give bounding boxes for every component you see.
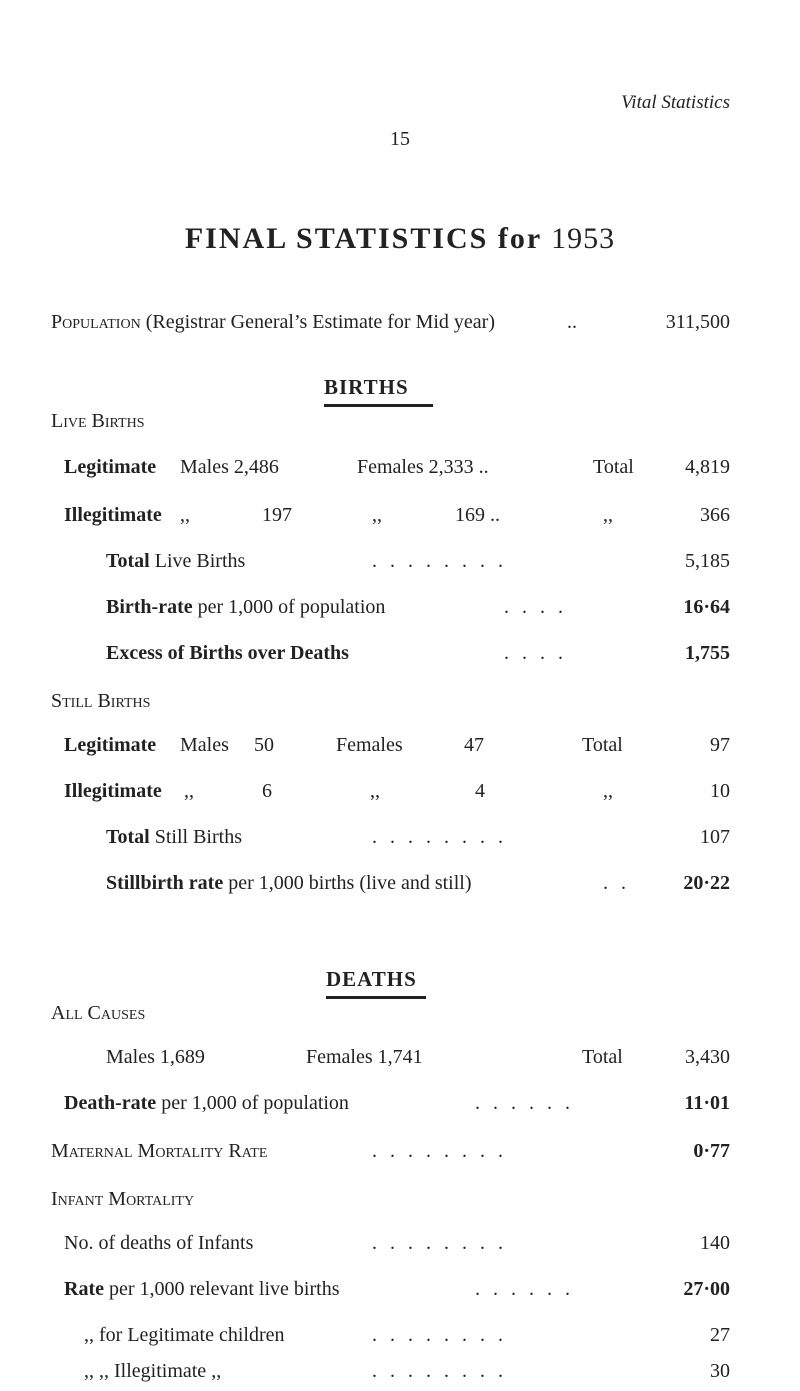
maternal-mortality-dots: . . . . . . . .	[372, 1140, 507, 1162]
still-illegit-label: Illegitimate	[64, 780, 162, 802]
still-illegit-males: 6	[262, 780, 272, 802]
infant-rate-value: 27·00	[683, 1278, 730, 1300]
deaths-total-label: Total	[582, 1046, 623, 1068]
maternal-mortality-value: 0·77	[693, 1140, 730, 1162]
still-legit-label: Legitimate	[64, 734, 157, 756]
stillbirth-rate-label: Stillbirth rate per 1,000 births (live and still)	[106, 872, 472, 894]
infant-illegit-dots: . . . . . . . .	[372, 1360, 507, 1382]
death-rate-value: 11·01	[684, 1092, 730, 1114]
page-number: 15	[390, 128, 410, 150]
still-births-heading: Still Births	[51, 690, 151, 712]
infant-mortality-heading: Infant Mortality	[51, 1188, 195, 1210]
deaths-heading: DEATHS	[326, 967, 417, 991]
still-legit-total: 97	[710, 734, 730, 756]
birth-rate-value: 16·64	[683, 596, 730, 618]
excess-births-dots: . . . .	[504, 642, 567, 664]
legit-females: Females 2,333 ..	[357, 456, 489, 478]
birth-rate-label: Birth-rate per 1,000 of population	[106, 596, 386, 618]
births-heading-rule	[324, 404, 433, 407]
still-illegit-females: 4	[475, 780, 485, 802]
illegit-total-ditto: ,,	[603, 504, 613, 526]
illegit-label: Illegitimate	[64, 504, 162, 526]
still-legit-females-label: Females	[336, 734, 403, 756]
excess-births-label: Excess of Births over Deaths	[106, 642, 349, 664]
still-legit-females: 47	[464, 734, 484, 756]
total-still-births-value: 107	[700, 826, 730, 848]
infant-deaths-value: 140	[700, 1232, 730, 1254]
all-causes-heading: All Causes	[51, 1002, 146, 1024]
deaths-heading-rule	[326, 996, 426, 999]
illegit-females-ditto: ,,	[372, 504, 382, 526]
illegit-total: 366	[700, 504, 730, 526]
still-legit-males-label: Males	[180, 734, 229, 756]
infant-legit-value: 27	[710, 1324, 730, 1346]
illegit-females: 169 ..	[455, 504, 500, 526]
stillbirth-rate-dots: . .	[603, 872, 630, 894]
live-births-heading: Live Births	[51, 410, 145, 432]
total-live-births-value: 5,185	[685, 550, 730, 572]
infant-illegit-value: 30	[710, 1360, 730, 1382]
death-rate-dots: . . . . . .	[475, 1092, 574, 1114]
still-illegit-females-ditto: ,,	[370, 780, 380, 802]
legit-total-label: Total	[593, 456, 634, 478]
illegit-males: 197	[262, 504, 292, 526]
deaths-total: 3,430	[685, 1046, 730, 1068]
total-live-births-dots: . . . . . . . .	[372, 550, 507, 572]
legit-males: Males 2,486	[180, 456, 279, 478]
infant-rate-label: Rate per 1,000 relevant live births	[64, 1278, 340, 1300]
deaths-males: Males 1,689	[106, 1046, 205, 1068]
still-legit-males: 50	[254, 734, 274, 756]
death-rate-label: Death-rate per 1,000 of population	[64, 1092, 349, 1114]
birth-rate-dots: . . . .	[504, 596, 567, 618]
total-live-births-label: Total Live Births	[106, 550, 246, 572]
running-head: Vital Statistics	[621, 92, 730, 113]
legit-total: 4,819	[685, 456, 730, 478]
title-year: 1953	[551, 222, 616, 255]
population-dots: ..	[567, 311, 577, 333]
population-value: 311,500	[665, 311, 730, 333]
infant-deaths-dots: . . . . . . . .	[372, 1232, 507, 1254]
infant-illegit-label: ,, ,, Illegitimate ,,	[84, 1360, 222, 1382]
population-label: Population (Registrar General’s Estimate for Mid year)	[51, 311, 496, 333]
infant-legit-dots: . . . . . . . .	[372, 1324, 507, 1346]
excess-births-value: 1,755	[685, 642, 730, 664]
page-title	[0, 222, 800, 256]
maternal-mortality-label: Maternal Mortality Rate	[51, 1140, 268, 1162]
still-illegit-total: 10	[710, 780, 730, 802]
births-heading: BIRTHS	[324, 375, 409, 399]
stillbirth-rate-value: 20·22	[683, 872, 730, 894]
illegit-males-ditto: ,,	[180, 504, 190, 526]
total-still-births-label: Total Still Births	[106, 826, 242, 848]
title-main: FINAL STATISTICS for	[184, 222, 542, 255]
still-illegit-total-ditto: ,,	[603, 780, 613, 802]
infant-deaths-label: No. of deaths of Infants	[64, 1232, 254, 1254]
still-illegit-males-ditto: ,,	[184, 780, 194, 802]
infant-legit-label: ,, for Legitimate children	[84, 1324, 285, 1346]
infant-rate-dots: . . . . . .	[475, 1278, 574, 1300]
total-still-births-dots: . . . . . . . .	[372, 826, 507, 848]
deaths-females: Females 1,741	[306, 1046, 423, 1068]
legit-label: Legitimate	[64, 456, 157, 478]
still-legit-total-label: Total	[582, 734, 623, 756]
